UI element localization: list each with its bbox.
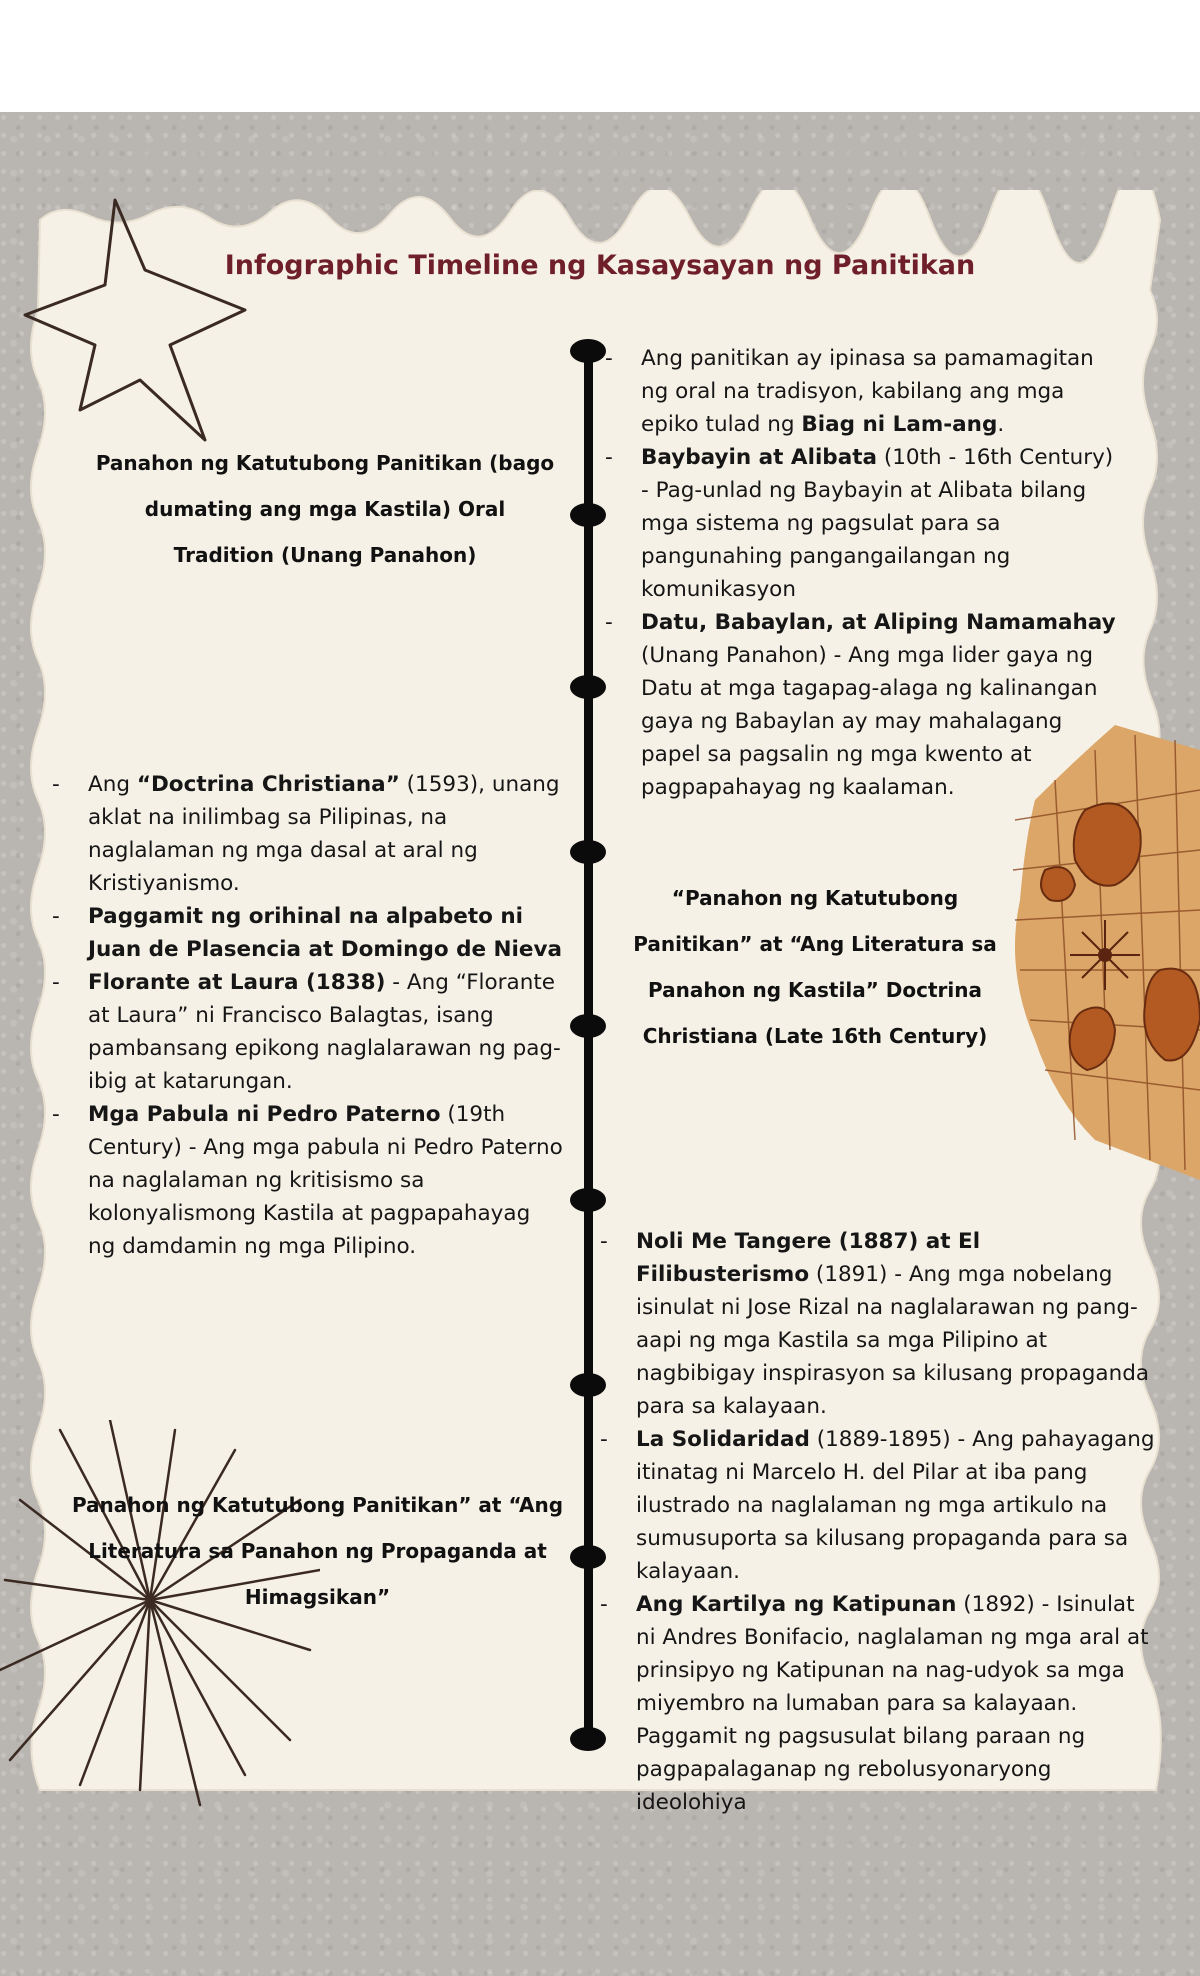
list-item: - Datu, Babaylan, at Aliping Namamahay (Unang Panahon) - Ang mga lider gaya ng Datu at mga tagapag-alaga ng kalinangan gaya ng Babaylan ay may mahalagang papel sa pagsalin ng mga kwento at pagpapahayag ng kaalaman. — [605, 606, 1125, 804]
list-item: - Mga Pabula ni Pedro Paterno (19th Century) - Ang mga pabula ni Pedro Paterno na naglalaman ng kritisismo sa kolonyalismong Kastila at pagpapahayag ng damdamin ng mga Pilipino. — [52, 1098, 564, 1263]
list-item: - Baybayin at Alibata (10th - 16th Century) - Pag-unlad ng Baybayin at Alibata bilang mga sistema ng pagsulat para sa pangunahing pangangailangan ng komunikasyon — [605, 441, 1125, 606]
timeline-node — [570, 1188, 606, 1212]
list-item: - Ang “Doctrina Christiana” (1593), unang aklat na inilimbag sa Pilipinas, na naglalaman ng mga dasal at aral ng Kristiyanismo. — [52, 768, 564, 900]
timeline-node — [570, 1014, 606, 1038]
section-heading-1: Panahon ng Katutubong Panitikan (bago dumating ang mga Kastila) Oral Tradition (Unang Panahon) — [95, 451, 555, 567]
timeline-node — [570, 339, 606, 363]
page-title: Infographic Timeline ng Kasaysayan ng Panitikan — [224, 250, 976, 281]
list-item: - Ang panitikan ay ipinasa sa pamamagitan ng oral na tradisyon, kabilang ang mga epiko tulad ng Biag ni Lam-ang. — [605, 342, 1125, 441]
list-item: - Noli Me Tangere (1887) at El Filibusterismo (1891) - Ang mga nobelang isinulat ni Jose Rizal na naglalarawan ng pang-aapi ng mga Kastila sa mga Pilipino at nagbibigay inspirasyon sa kilusang propaganda para sa kalayaan. — [600, 1225, 1160, 1423]
section-heading-3: Panahon ng Katutubong Panitikan” at “Ang Literatura sa Panahon ng Propaganda at Himagsikan” — [71, 1493, 564, 1609]
timeline-node — [570, 840, 606, 864]
section-1-list — [605, 342, 1125, 804]
timeline-node — [570, 503, 606, 527]
timeline-node — [570, 675, 606, 699]
star-doodle-icon — [20, 195, 280, 445]
list-item: - Florante at Laura (1838) - Ang “Florante at Laura” ni Francisco Balagtas, isang pambansang epikong naglalarawan ng pag-ibig at katarungan. — [52, 966, 564, 1098]
list-item: - Paggamit ng orihinal na alpabeto ni Juan de Plasencia at Domingo de Nieva — [52, 900, 564, 966]
timeline-spine — [584, 350, 593, 1736]
list-item: - Ang Kartilya ng Katipunan (1892) - Isinulat ni Andres Bonifacio, naglalaman ng mga aral at prinsipyo ng Katipunan na nag-udyok sa mga miyembro na lumaban para sa kalayaan. Paggamit ng pagsusulat bilang paraan ng pagpapalaganap ng rebolusyonaryong ideolohiya — [600, 1588, 1160, 1819]
section-heading-2: “Panahon ng Katutubong Panitikan” at “Ang Literatura sa Panahon ng Kastila” Doctrina Christiana (Late 16th Century) — [633, 886, 997, 1048]
section-3-list — [600, 1225, 1160, 1819]
section-2-list — [52, 768, 564, 1263]
list-item: - La Solidaridad (1889-1895) - Ang pahayagang itinatag ni Marcelo H. del Pilar at iba pang ilustrado na naglalaman ng mga artikulo na sumusuporta sa kilusang propaganda para sa kalayaan. — [600, 1423, 1160, 1588]
